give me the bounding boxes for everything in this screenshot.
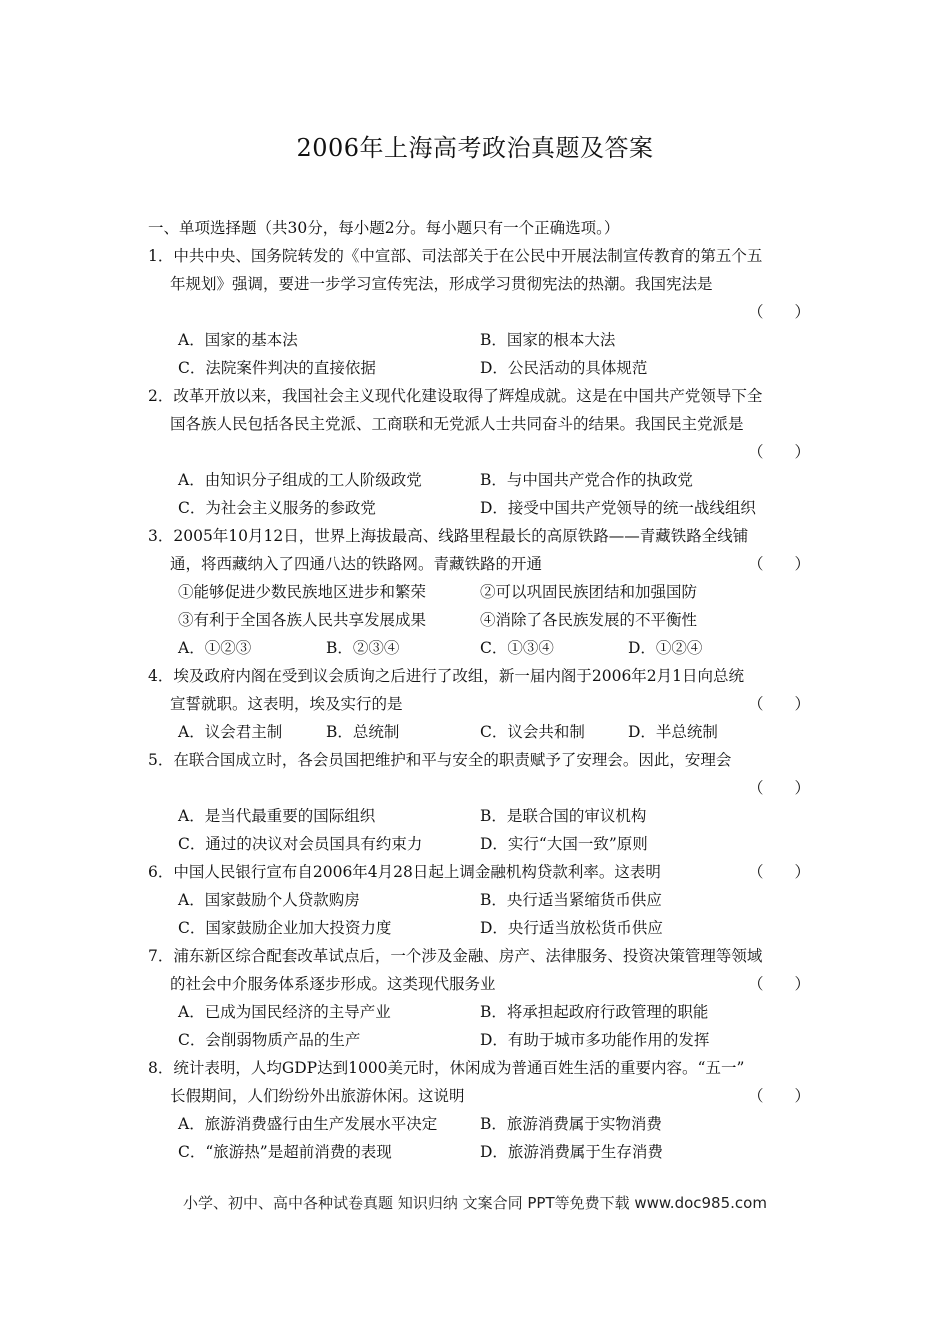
q8-stem-line2: 长假期间，人们纷纷外出旅游休闲。这说明 xyxy=(170,1087,465,1105)
q3-answer-blank: （ ） xyxy=(748,555,811,573)
q2-option-b: B．与中国共产党合作的执政党 xyxy=(480,471,693,489)
q6-answer-blank: （ ） xyxy=(748,863,811,881)
q3-option-b: B．②③④ xyxy=(326,639,400,657)
q2-option-c: C．为社会主义服务的参政党 xyxy=(178,499,376,517)
q1-stem-line2: 年规划》强调，要进一步学习宣传宪法，形成学习贯彻宪法的热潮。我国宪法是 xyxy=(170,275,713,293)
q1-option-a: A．国家的基本法 xyxy=(178,331,298,349)
q5-stem-line1: 5．在联合国成立时，各会员国把维护和平与安全的职责赋予了安理会。因此，安理会 xyxy=(148,751,732,769)
q8-stem-line1: 8．统计表明，人均GDP达到1000美元时，休闲成为普通百姓生活的重要内容。“五一” xyxy=(148,1059,745,1077)
q8-option-a: A．旅游消费盛行由生产发展水平决定 xyxy=(178,1115,438,1133)
q4-stem-line2: 宣誓就职。这表明，埃及实行的是 xyxy=(170,695,403,713)
q7-stem-line2: 的社会中介服务体系逐步形成。这类现代服务业 xyxy=(170,975,496,993)
q7-option-a: A．已成为国民经济的主导产业 xyxy=(178,1003,391,1021)
q3-option-c: C．①③④ xyxy=(480,639,554,657)
q5-option-c: C．通过的决议对会员国具有约束力 xyxy=(178,835,423,853)
q8-option-c: C．“旅游热”是超前消费的表现 xyxy=(178,1143,392,1161)
q4-option-c: C．议会共和制 xyxy=(480,723,585,741)
q7-option-c: C．会削弱物质产品的生产 xyxy=(178,1031,361,1049)
q4-option-b: B．总统制 xyxy=(326,723,400,741)
page-footer: 小学、初中、高中各种试卷真题 知识归纳 文案合同 PPT等免费下载 www.doc985.com xyxy=(183,1194,767,1212)
q3-statement-4: ④消除了各民族发展的不平衡性 xyxy=(480,611,698,629)
q2-answer-blank: （ ） xyxy=(748,443,811,461)
q7-answer-blank: （ ） xyxy=(748,975,811,993)
q4-option-a: A．议会君主制 xyxy=(178,723,283,741)
q1-option-d: D．公民活动的具体规范 xyxy=(480,359,648,377)
q6-option-d: D．央行适当放松货币供应 xyxy=(480,919,663,937)
q3-statement-2: ②可以巩固民族团结和加强国防 xyxy=(480,583,698,601)
q3-statement-3: ③有利于全国各族人民共享发展成果 xyxy=(178,611,427,629)
q1-option-c: C．法院案件判决的直接依据 xyxy=(178,359,376,377)
q5-option-a: A．是当代最重要的国际组织 xyxy=(178,807,376,825)
q3-option-d: D．①②④ xyxy=(628,639,703,657)
q3-stem-line1: 3．2005年10月12日，世界上海拔最高、线路里程最长的高原铁路——青藏铁路全线铺 xyxy=(148,527,749,545)
q2-option-a: A．由知识分子组成的工人阶级政党 xyxy=(178,471,422,489)
q7-option-d: D．有助于城市多功能作用的发挥 xyxy=(480,1031,710,1049)
q5-option-d: D．实行“大国一致”原则 xyxy=(480,835,648,853)
q6-option-c: C．国家鼓励企业加大投资力度 xyxy=(178,919,392,937)
q1-answer-blank: （ ） xyxy=(748,303,811,321)
q2-option-d: D．接受中国共产党领导的统一战线组织 xyxy=(480,499,756,517)
q5-answer-blank: （ ） xyxy=(748,779,811,797)
q4-answer-blank: （ ） xyxy=(748,695,811,713)
q5-option-b: B．是联合国的审议机构 xyxy=(480,807,647,825)
q7-stem-line1: 7．浦东新区综合配套改革试点后，一个涉及金融、房产、法律服务、投资决策管理等领域 xyxy=(148,947,763,965)
q3-statement-1: ①能够促进少数民族地区进步和繁荣 xyxy=(178,583,427,601)
q3-option-a: A．①②③ xyxy=(178,639,252,657)
q6-option-b: B．央行适当紧缩货币供应 xyxy=(480,891,662,909)
q1-option-b: B．国家的根本大法 xyxy=(480,331,616,349)
q7-option-b: B．将承担起政府行政管理的职能 xyxy=(480,1003,709,1021)
q2-stem-line2: 国各族人民包括各民主党派、工商联和无党派人士共同奋斗的结果。我国民主党派是 xyxy=(170,415,744,433)
page-title: 2006年上海高考政治真题及答案 xyxy=(296,134,654,162)
q8-option-b: B．旅游消费属于实物消费 xyxy=(480,1115,662,1133)
q6-stem-line1: 6．中国人民银行宣布自2006年4月28日起上调金融机构贷款利率。这表明 xyxy=(148,863,661,881)
section-heading: 一、单项选择题（共30分，每小题2分。每小题只有一个正确选项。） xyxy=(148,219,620,237)
q2-stem-line1: 2．改革开放以来，我国社会主义现代化建设取得了辉煌成就。这是在中国共产党领导下全 xyxy=(148,387,763,405)
q8-option-d: D．旅游消费属于生存消费 xyxy=(480,1143,663,1161)
q3-stem-line2: 通，将西藏纳入了四通八达的铁路网。青藏铁路的开通 xyxy=(170,555,543,573)
q1-stem-line1: 1．中共中央、国务院转发的《中宣部、司法部关于在公民中开展法制宣传教育的第五个五 xyxy=(148,247,763,265)
q6-option-a: A．国家鼓励个人贷款购房 xyxy=(178,891,360,909)
q4-option-d: D．半总统制 xyxy=(628,723,718,741)
q4-stem-line1: 4．埃及政府内阁在受到议会质询之后进行了改组，新一届内阁于2006年2月1日向总统 xyxy=(148,667,745,685)
q8-answer-blank: （ ） xyxy=(748,1087,811,1105)
